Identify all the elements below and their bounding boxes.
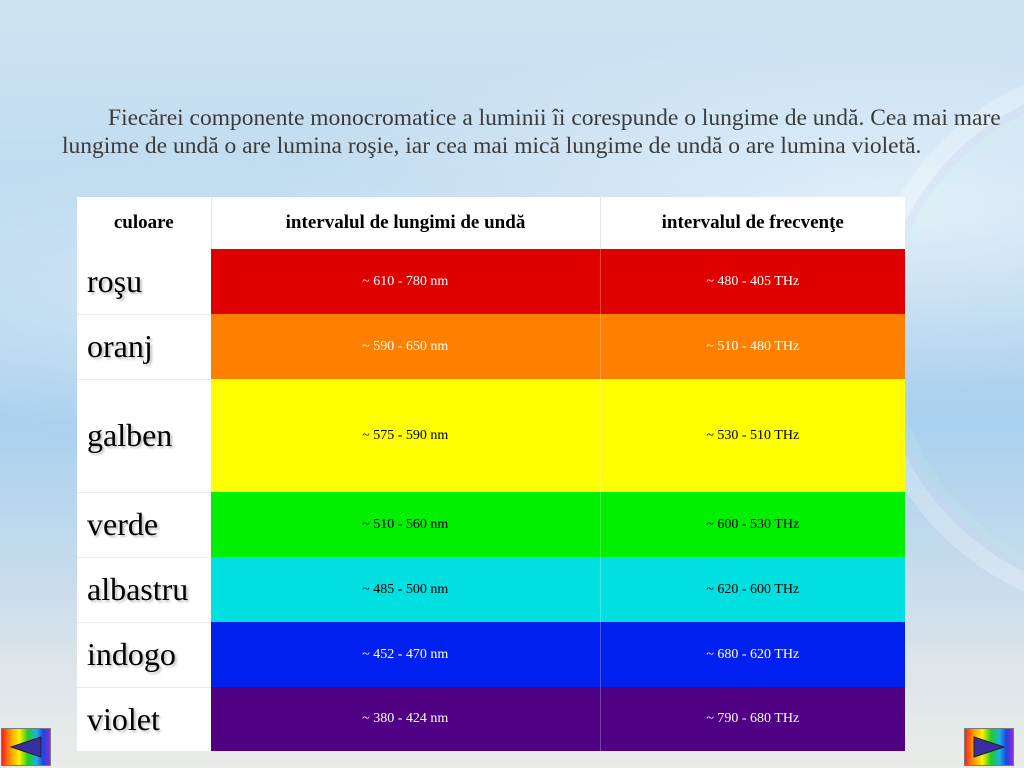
- wavelength-cell: ~ 575 - 590 nm: [211, 379, 600, 492]
- next-slide-button[interactable]: [964, 728, 1014, 766]
- color-spectrum-table: [77, 197, 905, 752]
- frequency-cell: ~ 600 - 530 THz: [600, 492, 905, 557]
- color-name-cell: indogo: [77, 622, 211, 687]
- wavelength-cell: ~ 510 - 560 nm: [211, 492, 600, 557]
- table-row: [77, 687, 905, 751]
- header-frequency: intervalul de frecvenţe: [600, 197, 905, 249]
- wavelength-cell: ~ 452 - 470 nm: [211, 622, 600, 687]
- right-arrow-icon: [972, 736, 1006, 758]
- color-name-cell: verde: [77, 492, 211, 557]
- intro-paragraph: [62, 104, 1007, 160]
- wavelength-cell: ~ 610 - 780 nm: [211, 249, 600, 314]
- table-header-row: [77, 197, 905, 249]
- frequency-cell: ~ 530 - 510 THz: [600, 379, 905, 492]
- color-name-cell: oranj: [77, 314, 211, 379]
- table-row: [77, 557, 905, 622]
- table-row: [77, 314, 905, 379]
- table-body: [77, 249, 905, 751]
- color-name-cell: albastru: [77, 557, 211, 622]
- color-name-cell: roşu: [77, 249, 211, 314]
- wavelength-cell: ~ 380 - 424 nm: [211, 687, 600, 751]
- frequency-cell: ~ 510 - 480 THz: [600, 314, 905, 379]
- previous-slide-button[interactable]: [1, 728, 51, 766]
- color-name-cell: galben: [77, 379, 211, 492]
- frequency-cell: ~ 480 - 405 THz: [600, 249, 905, 314]
- table-row: [77, 249, 905, 314]
- wavelength-cell: ~ 485 - 500 nm: [211, 557, 600, 622]
- table-row: [77, 379, 905, 492]
- left-arrow-icon: [9, 736, 43, 758]
- wavelength-cell: ~ 590 - 650 nm: [211, 314, 600, 379]
- frequency-cell: ~ 790 - 680 THz: [600, 687, 905, 751]
- header-wavelength: intervalul de lungimi de undă: [211, 197, 600, 249]
- table-row: [77, 492, 905, 557]
- frequency-cell: ~ 620 - 600 THz: [600, 557, 905, 622]
- frequency-cell: ~ 680 - 620 THz: [600, 622, 905, 687]
- color-name-cell: violet: [77, 687, 211, 751]
- intro-text: Fiecărei componente monocromatice a luminii îi corespunde o lungime de undă. Cea mai mare lungime de undă o are lumina roşie, iar cea mai mică lungime de undă o are lumina violetă.: [62, 105, 1001, 159]
- table-row: [77, 622, 905, 687]
- header-color: culoare: [77, 197, 211, 249]
